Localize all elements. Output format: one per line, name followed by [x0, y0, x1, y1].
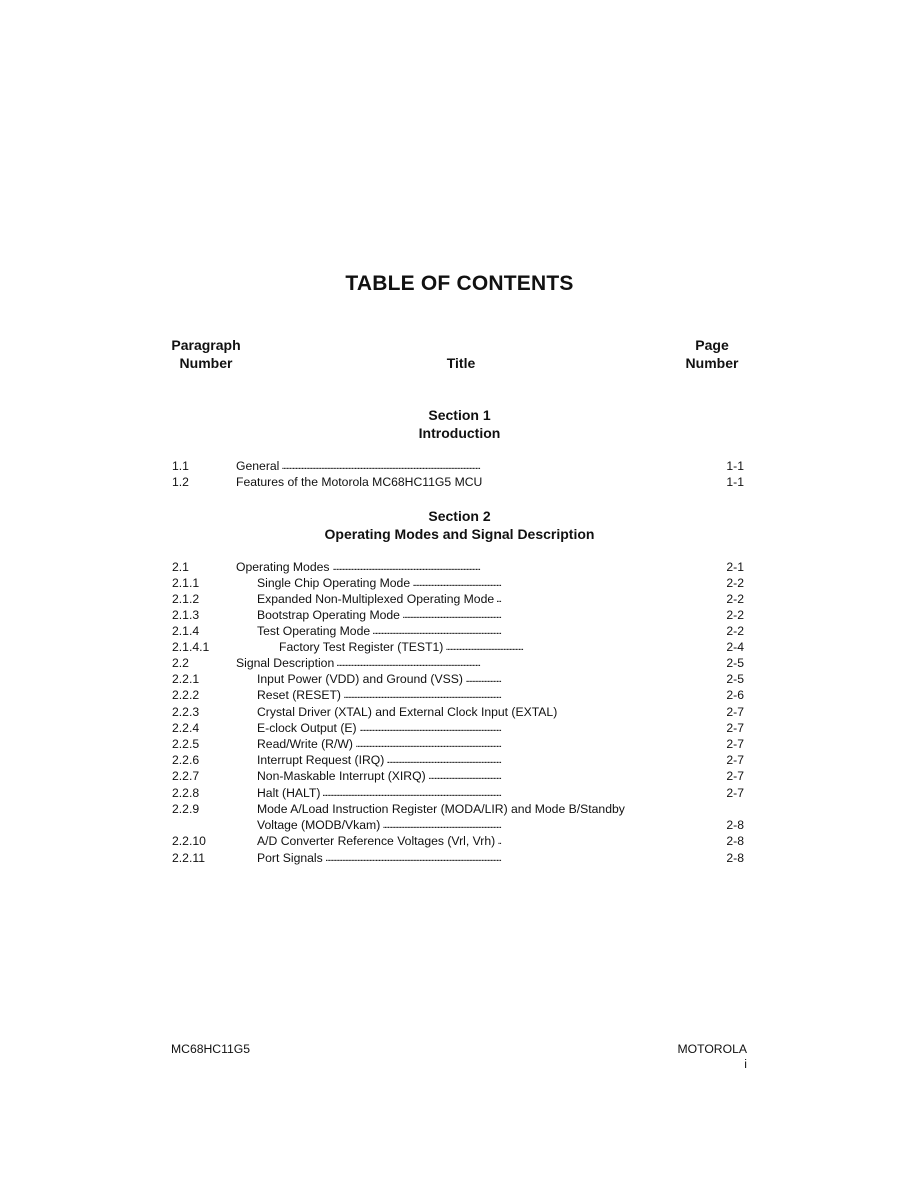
toc-entry-number: 2.2.3 [172, 705, 200, 719]
toc-entry[interactable] [172, 752, 744, 768]
toc-entry[interactable] [172, 785, 744, 801]
toc-entry-title: Input Power (VDD) and Ground (VSS) [257, 672, 466, 686]
footer-page-number: i [744, 1057, 747, 1071]
footer-part-number: MC68HC11G5 [171, 1042, 251, 1056]
footer-brand-block [677, 1042, 747, 1072]
toc-entry[interactable] [172, 655, 744, 671]
toc-entry-page: 2-8 [726, 834, 744, 848]
toc-entry-number: 2.1.1 [172, 576, 200, 590]
toc-entry-number: 2.1.2 [172, 592, 200, 606]
toc-entry[interactable] [172, 687, 744, 703]
toc-entry-continuation[interactable] [172, 817, 744, 833]
toc-entry-number: 2.2.8 [172, 786, 200, 800]
toc-entry-title: Crystal Driver (XTAL) and External Clock Input (EXTAL) [257, 705, 560, 719]
toc-entry[interactable] [172, 768, 744, 784]
column-header-page-line1: Page [695, 337, 729, 353]
toc-entry-title: Non-Maskable Interrupt (XIRQ) [257, 769, 429, 783]
toc-entry-title: Voltage (MODB/Vkam) [257, 818, 383, 832]
toc-entry-number: 2.2.1 [172, 672, 200, 686]
document-title: TABLE OF CONTENTS [345, 272, 574, 295]
toc-entry-number: 2.1.3 [172, 608, 200, 622]
toc-entry[interactable] [172, 850, 744, 866]
toc-entry-number: 2.2.10 [172, 834, 206, 848]
toc-entry[interactable] [172, 559, 744, 575]
toc-entry-page: 1-1 [726, 475, 744, 489]
toc-entry-title: Expanded Non-Multiplexed Operating Mode [257, 592, 497, 606]
column-header-page-line2: Number [685, 355, 739, 371]
toc-entry-title: Bootstrap Operating Mode [257, 608, 403, 622]
toc-entry-title: Reset (RESET) [257, 688, 344, 702]
toc-entry-number: 2.2.7 [172, 769, 200, 783]
toc-entry[interactable] [172, 704, 744, 720]
toc-entry-page: 2-2 [726, 576, 744, 590]
toc-entry-page: 2-4 [726, 640, 744, 654]
toc-entry-page: 2-5 [726, 656, 744, 670]
toc-entry-title: Signal Description [236, 656, 337, 670]
toc-entry-number: 2.2 [172, 656, 189, 670]
toc-entry[interactable] [172, 458, 744, 474]
toc-entry-number: 2.2.5 [172, 737, 200, 751]
toc-entry-number: 2.2.11 [172, 851, 205, 865]
toc-entry-page: 2-7 [726, 786, 744, 800]
toc-entry-title: Halt (HALT) [257, 786, 323, 800]
section-2-subheading: Operating Modes and Signal Description [324, 526, 595, 542]
column-header-paragraph-line2: Number [179, 355, 233, 371]
toc-entry-page: 2-2 [726, 608, 744, 622]
column-header-title: Title [446, 355, 476, 371]
toc-entry-page: 2-2 [726, 624, 744, 638]
toc-entry[interactable] [172, 639, 744, 655]
toc-entry[interactable] [172, 575, 744, 591]
toc-entry-page: 2-1 [726, 560, 744, 574]
toc-entry[interactable] [172, 474, 744, 490]
toc-entry-number: 2.1 [172, 560, 189, 574]
toc-entry-title: Test Operating Mode [257, 624, 373, 638]
toc-entry[interactable] [172, 607, 744, 623]
section-2-heading: Section 2 [428, 508, 491, 524]
toc-entry-number: 2.2.9 [172, 802, 200, 816]
toc-entry-page: 2-8 [726, 851, 744, 865]
toc-entry-page: 2-7 [726, 769, 744, 783]
toc-entry[interactable] [172, 801, 744, 817]
toc-entry-page: 2-2 [726, 592, 744, 606]
toc-entry-title: Features of the Motorola MC68HC11G5 MCU [236, 475, 485, 489]
toc-entry-number: 2.1.4 [172, 624, 200, 638]
toc-entry[interactable] [172, 833, 744, 849]
section-1-heading: Section 1 [428, 407, 491, 423]
toc-entry-title: Mode A/Load Instruction Register (MODA/LIR) and Mode B/Standby [257, 802, 628, 816]
column-header-paragraph-line1: Paragraph [171, 337, 241, 353]
toc-entry-page: 1-1 [726, 459, 744, 473]
toc-entry-page: 2-7 [726, 705, 744, 719]
column-header-paragraph [160, 336, 252, 372]
toc-entry-title: Interrupt Request (IRQ) [257, 753, 387, 767]
toc-entry-title: Port Signals [257, 851, 326, 865]
toc-entry-number: 2.2.6 [172, 753, 200, 767]
toc-entry-title: Single Chip Operating Mode [257, 576, 413, 590]
toc-entry[interactable] [172, 671, 744, 687]
toc-entry-title: General [236, 459, 282, 473]
toc-entry-number: 1.2 [172, 475, 189, 489]
toc-entry-number: 2.2.4 [172, 721, 200, 735]
toc-entry-page: 2-7 [726, 721, 744, 735]
toc-entry-page: 2-5 [726, 672, 744, 686]
toc-entry-number: 2.2.2 [172, 688, 200, 702]
toc-entry-title: Operating Modes [236, 560, 333, 574]
toc-entry-page: 2-6 [726, 688, 744, 702]
toc-entry-title: Read/Write (R/W) [257, 737, 356, 751]
toc-entry[interactable] [172, 736, 744, 752]
toc-entry-page: 2-7 [726, 753, 744, 767]
toc-entry[interactable] [172, 720, 744, 736]
toc-entry[interactable] [172, 591, 744, 607]
toc-entry-title: Factory Test Register (TEST1) [279, 640, 446, 654]
section-1-subheading: Introduction [418, 425, 501, 441]
column-header-page [672, 336, 752, 372]
toc-entry-number: 2.1.4.1 [172, 640, 210, 654]
toc-entry-title: A/D Converter Reference Voltages (Vrl, Vrh) [257, 834, 498, 848]
toc-entry-title: E-clock Output (E) [257, 721, 360, 735]
toc-entry[interactable] [172, 623, 744, 639]
footer-brand: MOTOROLA [677, 1042, 747, 1056]
toc-entry-page: 2-7 [726, 737, 744, 751]
toc-entry-number: 1.1 [172, 459, 189, 473]
toc-entry-page: 2-8 [726, 818, 744, 832]
